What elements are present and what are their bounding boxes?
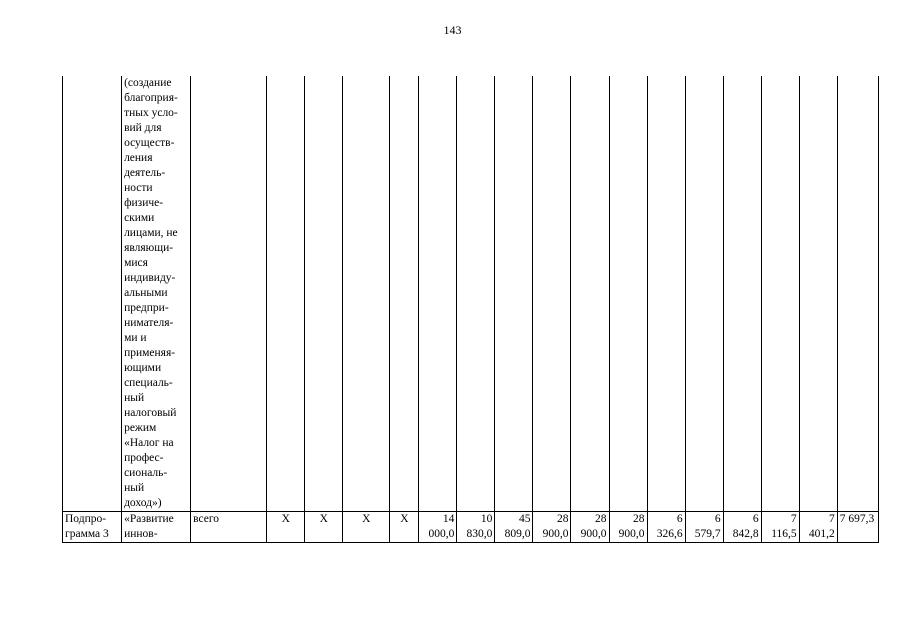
description-line: нимателя- bbox=[124, 317, 174, 329]
last-value-cell: 7 697,3 bbox=[837, 512, 878, 543]
subprogram-row bbox=[63, 512, 879, 543]
description-line: являющи- bbox=[124, 242, 174, 254]
value-line: 10 bbox=[480, 513, 493, 525]
value-cell bbox=[495, 512, 533, 543]
description-line: осуществ- bbox=[124, 137, 175, 149]
description-line: ности bbox=[124, 182, 153, 194]
value-line: 28 bbox=[556, 513, 569, 525]
x-mark-cell: X bbox=[267, 512, 305, 543]
empty-cell bbox=[419, 76, 457, 512]
status-line: Подпро- bbox=[65, 513, 107, 525]
continued-row bbox=[63, 76, 879, 512]
value-line: 900,0 bbox=[580, 528, 607, 540]
description-line: «Налог на bbox=[124, 437, 174, 449]
source-cell: всего bbox=[191, 512, 267, 543]
value-line: 000,0 bbox=[428, 528, 455, 540]
value-cell bbox=[761, 512, 799, 543]
description-line: вий для bbox=[124, 122, 162, 134]
value-line: 28 bbox=[595, 513, 607, 525]
x-mark-cell: X bbox=[305, 512, 343, 543]
description-line: индивиду- bbox=[124, 272, 176, 284]
value-line: 6 bbox=[714, 513, 721, 525]
value-cell bbox=[685, 512, 723, 543]
value-line: 14 bbox=[442, 513, 455, 525]
empty-cell bbox=[495, 76, 533, 512]
description-line: сиональ- bbox=[124, 467, 168, 479]
description-line: предпри- bbox=[124, 302, 169, 314]
value-line: 28 bbox=[633, 513, 645, 525]
value-line: 7 bbox=[828, 513, 835, 525]
name-line: «Развитие bbox=[124, 513, 174, 525]
value-cell bbox=[533, 512, 571, 543]
empty-cell bbox=[533, 76, 571, 512]
description-lines bbox=[124, 76, 188, 511]
description-line: ный bbox=[124, 392, 145, 404]
description-line: налоговый bbox=[124, 407, 177, 419]
description-line: альными bbox=[124, 287, 168, 299]
description-line: лицами, не bbox=[124, 227, 178, 239]
empty-cell bbox=[571, 76, 609, 512]
value-line: 45 bbox=[518, 513, 531, 525]
description-line: доход») bbox=[124, 497, 162, 509]
description-line: тных усло- bbox=[124, 107, 178, 119]
empty-cell bbox=[609, 76, 647, 512]
description-line: профес- bbox=[124, 452, 164, 464]
empty-cell bbox=[457, 76, 495, 512]
value-line: 900,0 bbox=[618, 528, 645, 540]
value-line: 326,6 bbox=[656, 528, 683, 540]
description-line: деятель- bbox=[124, 167, 166, 179]
description-line: скими bbox=[124, 212, 155, 224]
empty-cell bbox=[685, 76, 723, 512]
value-line: 830,0 bbox=[466, 528, 493, 540]
description-cell bbox=[122, 76, 191, 512]
value-cell bbox=[457, 512, 495, 543]
value-line: 401,2 bbox=[808, 528, 835, 540]
value-cell bbox=[419, 512, 457, 543]
value-line: 6 bbox=[752, 513, 759, 525]
value-line: 579,7 bbox=[694, 528, 721, 540]
value-line: 842,8 bbox=[732, 528, 759, 540]
value-cell bbox=[723, 512, 761, 543]
value-line: 6 bbox=[676, 513, 683, 525]
empty-cell bbox=[723, 76, 761, 512]
budget-table bbox=[62, 76, 879, 543]
description-line: физиче- bbox=[124, 197, 164, 209]
empty-cell bbox=[390, 76, 419, 512]
page-number: 143 bbox=[443, 23, 462, 37]
description-line: применяя- bbox=[124, 347, 176, 359]
description-line: ми и bbox=[124, 332, 147, 344]
empty-cell bbox=[267, 76, 305, 512]
name-line: иннов- bbox=[124, 528, 158, 540]
empty-cell bbox=[343, 76, 390, 512]
description-line: мися bbox=[124, 257, 148, 269]
status-cell bbox=[63, 76, 122, 512]
description-line: ления bbox=[124, 152, 153, 164]
description-line: благоприя- bbox=[124, 92, 178, 104]
value-cell bbox=[571, 512, 609, 543]
empty-cell bbox=[647, 76, 685, 512]
empty-cell bbox=[837, 76, 878, 512]
empty-cell bbox=[305, 76, 343, 512]
description-line: специаль- bbox=[124, 377, 173, 389]
value-line: 809,0 bbox=[504, 528, 531, 540]
value-line: 7 bbox=[790, 513, 797, 525]
x-mark-cell: X bbox=[343, 512, 390, 543]
empty-cell bbox=[799, 76, 837, 512]
description-line: (создание bbox=[124, 77, 172, 89]
empty-cell bbox=[761, 76, 799, 512]
status-cell bbox=[63, 512, 122, 543]
source-cell bbox=[191, 76, 267, 512]
value-cell bbox=[799, 512, 837, 543]
value-cell bbox=[609, 512, 647, 543]
value-cell bbox=[647, 512, 685, 543]
description-line: ющими bbox=[124, 362, 162, 374]
value-line: 116,5 bbox=[771, 528, 797, 540]
value-line: 900,0 bbox=[542, 528, 569, 540]
status-line: грамма 3 bbox=[65, 528, 109, 540]
description-line: режим bbox=[124, 422, 157, 434]
x-mark-cell: X bbox=[390, 512, 419, 543]
subprogram-name-cell bbox=[122, 512, 191, 543]
description-line: ный bbox=[124, 482, 145, 494]
